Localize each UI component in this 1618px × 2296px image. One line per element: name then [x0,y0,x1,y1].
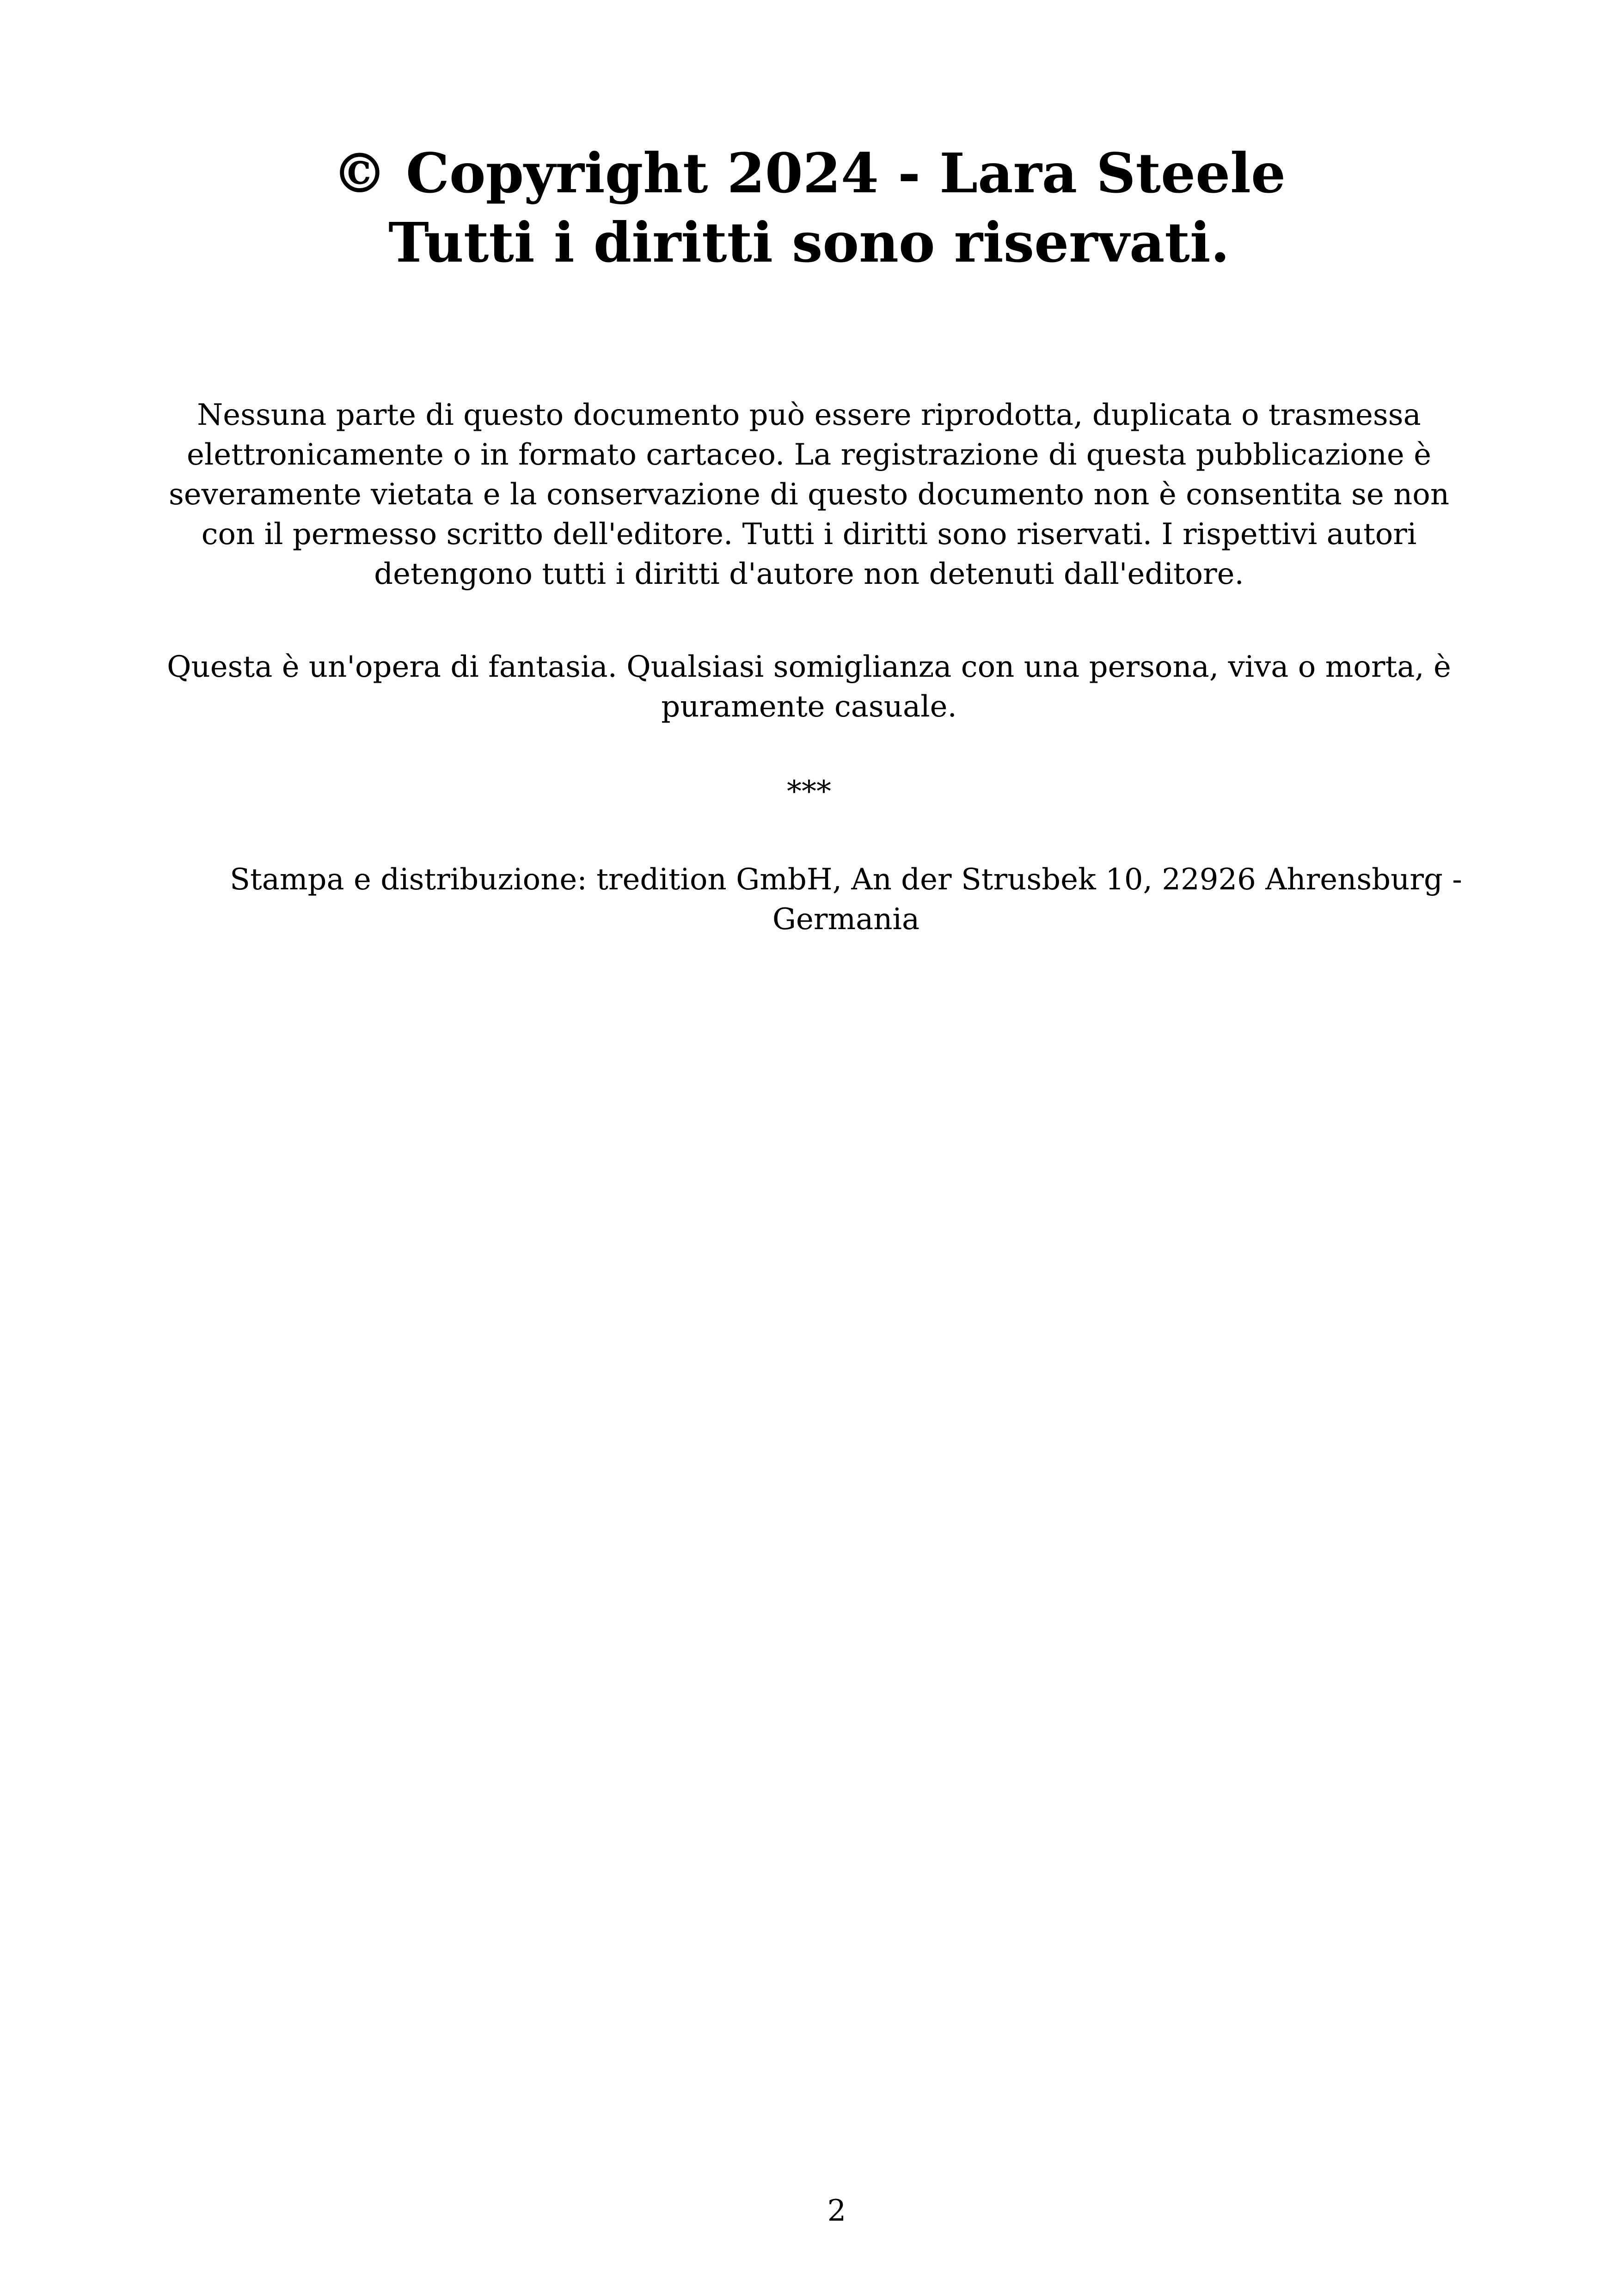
fiction-disclaimer-paragraph: Questa è un'opera di fantasia. Qualsiasi somiglianza con una persona, viva o morta, è puramente casuale. [167,650,1451,724]
rights-paragraph: Nessuna parte di questo documento può essere riprodotta, duplicata o trasmessa elettronicamente o in formato cartaceo. La registrazione di questa pubblicazione è severamente vietata e la conservazione di questo documento non è consentita se non con il permesso scritto dell'editore. Tutti i diritti sono riservati. I rispettivi autori detengono tutti i diritti d'autore non detenuti dall'editore. [168,398,1450,591]
printing-distribution-paragraph: Stampa e distribuzione: tredition GmbH, An der Strusbek 10, 22926 Ahrensburg - Germania [230,863,1462,937]
page-number: 2 [827,2194,846,2228]
rights-reserved-title-line: Tutti i diritti sono riservati. [388,210,1230,275]
copyright-title [0,139,1618,277]
copyright-title-line: © Copyright 2024 - Lara Steele [332,141,1286,205]
section-separator: *** [787,775,831,809]
